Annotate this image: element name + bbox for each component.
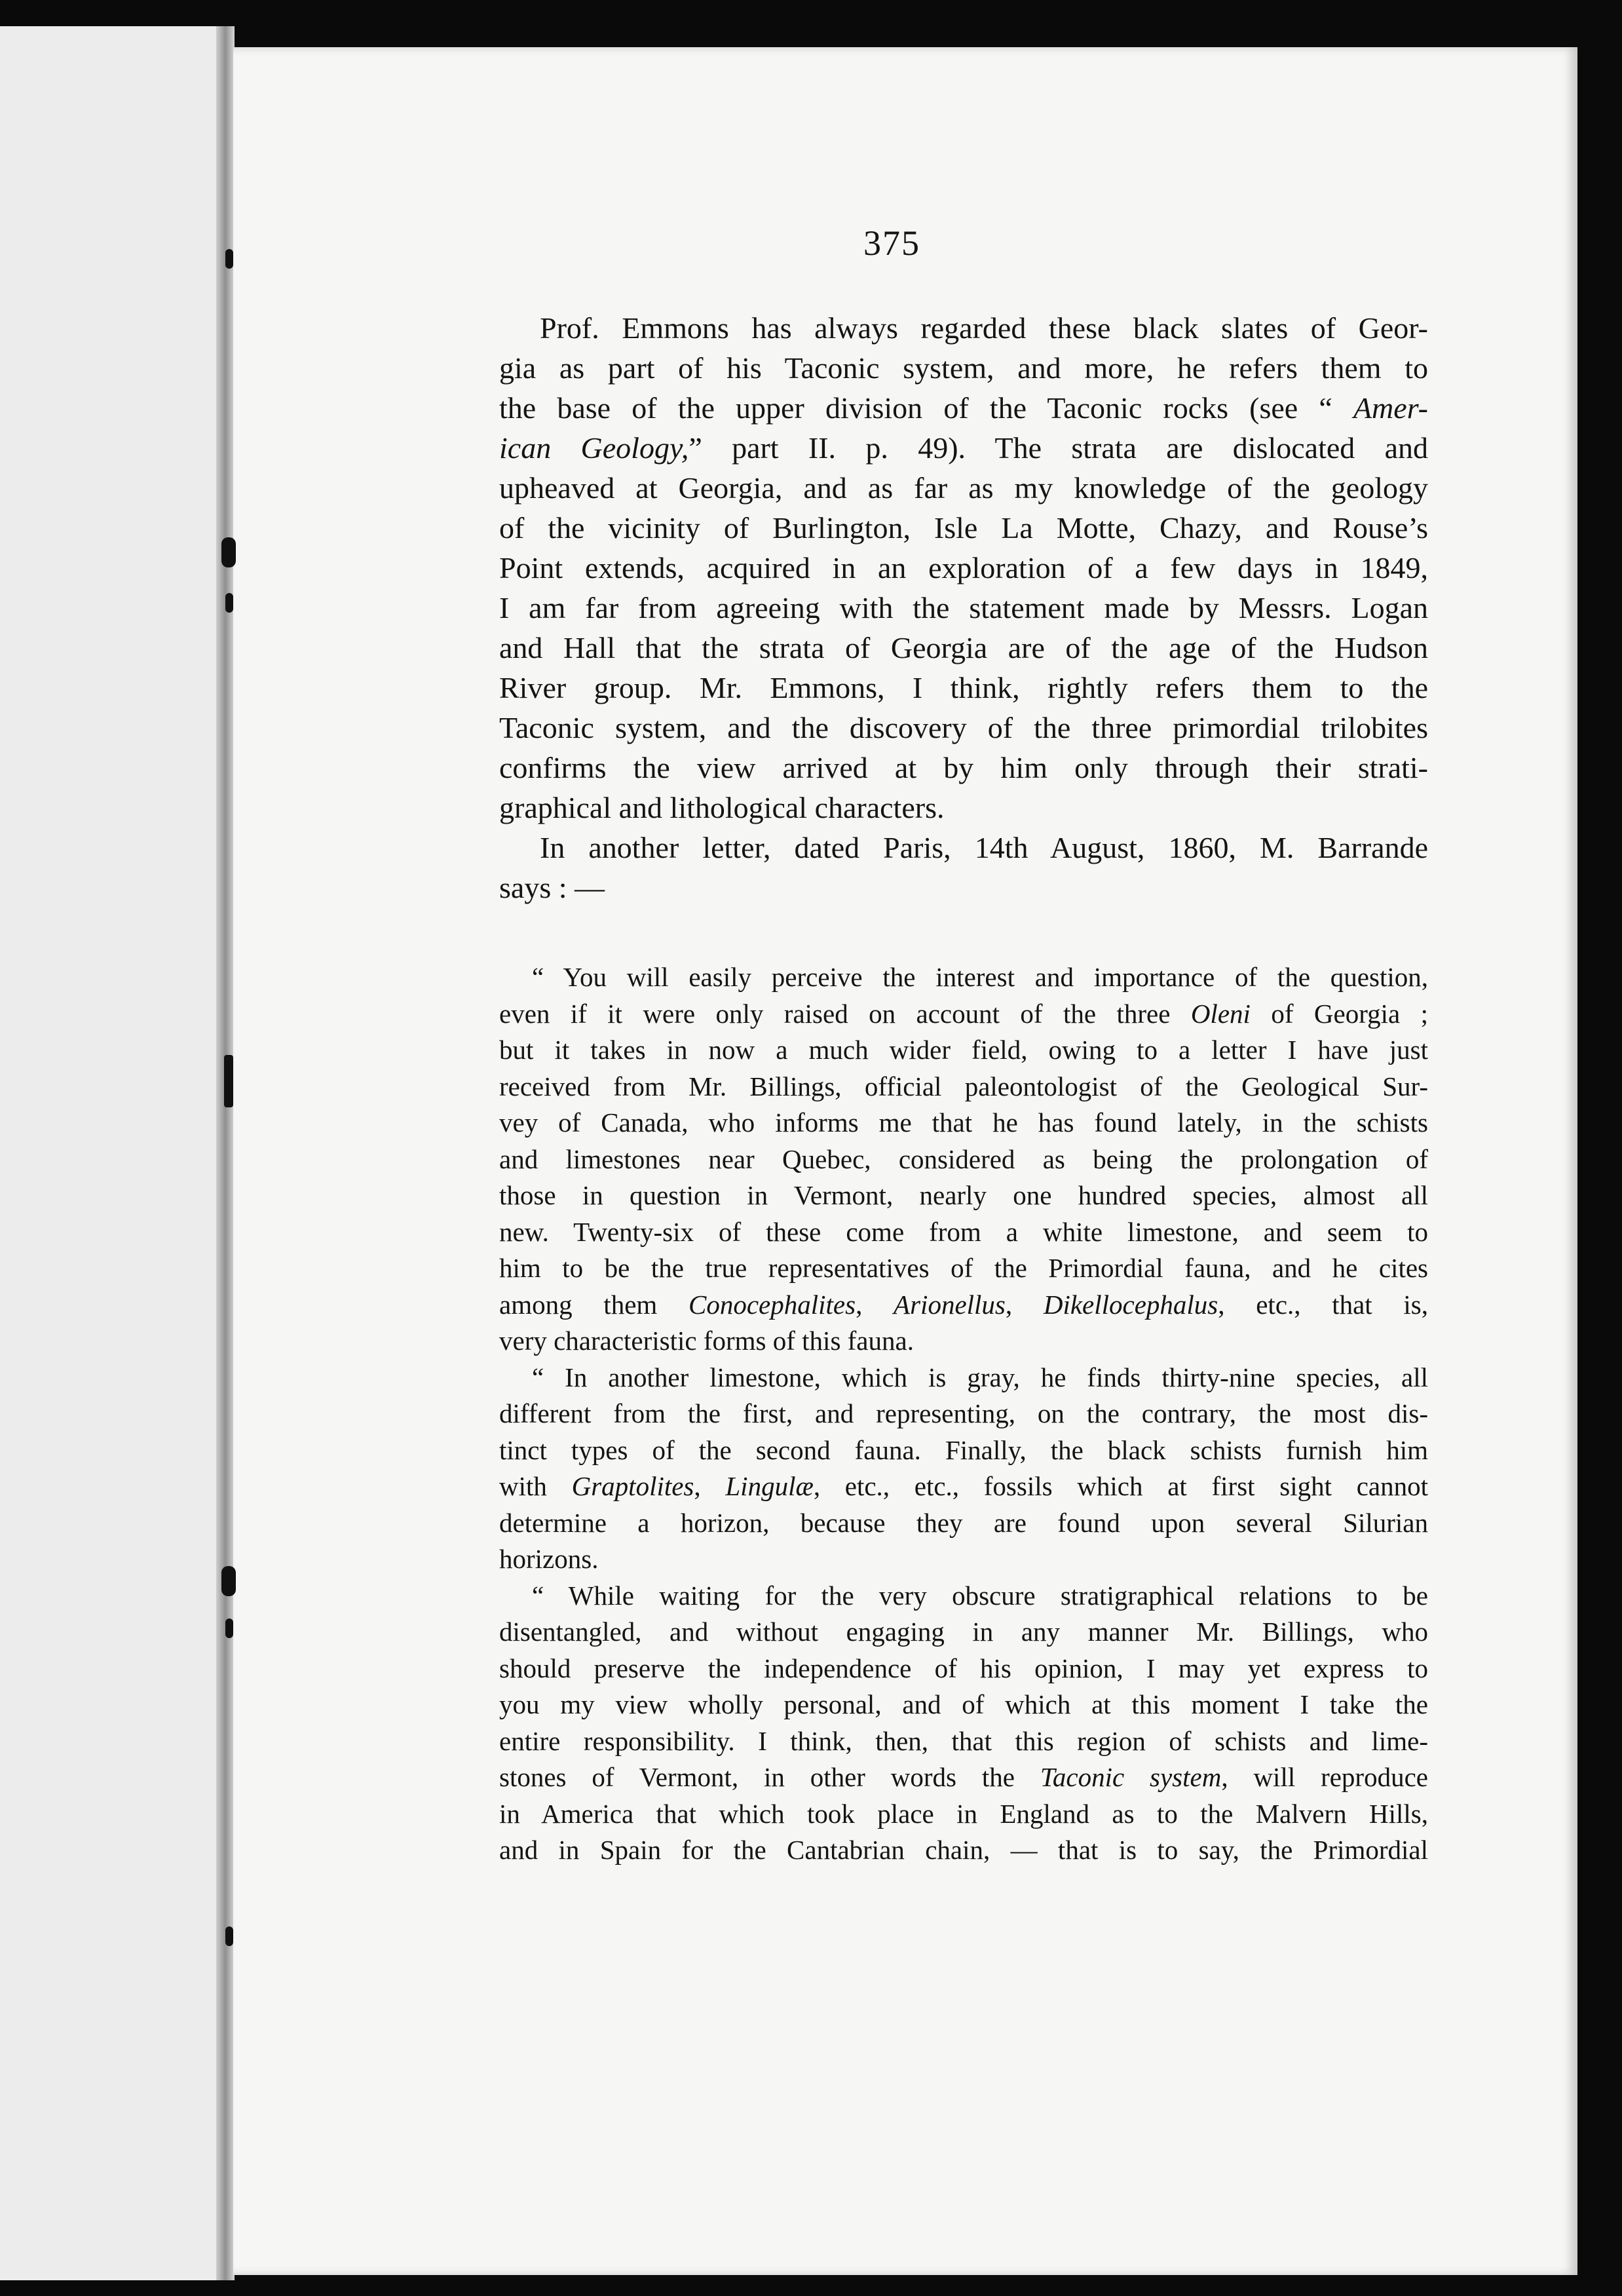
text-line: very characteristic forms of this fauna. bbox=[499, 1326, 914, 1356]
text-line: the base of the upper division of the Taconic rocks (see “ Amer- bbox=[499, 391, 1428, 425]
text-line: even if it were only raised on account of the three Oleni of Georgia ; bbox=[499, 998, 1428, 1029]
text-line: In another letter, dated Paris, 14th August, 1860, M. Barrande bbox=[540, 831, 1428, 864]
binding-stitch bbox=[225, 249, 233, 269]
text-line: entire responsibility. I think, then, that this region of schists and lime- bbox=[499, 1725, 1428, 1756]
binding-stitch bbox=[221, 537, 236, 567]
text-line: stones of Vermont, in other words the Taconic system, will reproduce bbox=[499, 1762, 1428, 1792]
binding-stitch bbox=[221, 1566, 236, 1596]
text-line: tinct types of the second fauna. Finally, the black schists furnish him bbox=[499, 1434, 1428, 1465]
text-line: gia as part of his Taconic system, and more, he refers them to bbox=[499, 351, 1428, 385]
text-line: of the vicinity of Burlington, Isle La Motte, Chazy, and Rouse’s bbox=[499, 511, 1428, 545]
text-line: among them Conocephalites, Arionellus, Dikellocephalus, etc., that is, bbox=[499, 1289, 1429, 1320]
text-line: and Hall that the strata of Georgia are of the age of the Hudson bbox=[499, 631, 1428, 664]
paragraph-letter-intro bbox=[499, 828, 1428, 908]
binding-stitch bbox=[225, 1618, 233, 1638]
text-line: says : — bbox=[499, 871, 605, 904]
text-line: and in Spain for the Cantabrian chain, — that is to say, the Primordial bbox=[499, 1835, 1428, 1865]
quote-paragraph-2 bbox=[499, 1360, 1428, 1578]
text-line: “ You will easily perceive the interest and importance of the question, bbox=[532, 962, 1428, 992]
text-line: Point extends, acquired in an exploration of a few days in 1849, bbox=[499, 551, 1428, 584]
text-line: vey of Canada, who informs me that he has found lately, in the schists bbox=[499, 1107, 1428, 1138]
text-line: upheaved at Georgia, and as far as my knowledge of the geology bbox=[499, 471, 1428, 505]
text-line: Prof. Emmons has always regarded these black slates of Geor- bbox=[540, 311, 1428, 345]
text-line: you my view wholly personal, and of which at this moment I take the bbox=[499, 1689, 1428, 1719]
text-line: confirms the view arrived at by him only through their strati- bbox=[499, 751, 1428, 784]
text-line: graphical and lithological characters. bbox=[499, 791, 945, 824]
text-line: and limestones near Quebec, considered as being the prolongation of bbox=[499, 1143, 1428, 1174]
text-line: but it takes in now a much wider field, owing to a letter I have just bbox=[499, 1035, 1428, 1065]
text-line: him to be the true representatives of the Primordial fauna, and he cites bbox=[499, 1253, 1428, 1283]
facing-page-edge bbox=[0, 26, 233, 2280]
text-line: received from Mr. Billings, official paleontologist of the Geological Sur- bbox=[499, 1071, 1428, 1101]
text-line: new. Twenty-six of these come from a white limestone, and seem to bbox=[499, 1216, 1428, 1247]
text-line: determine a horizon, because they are found upon several Silurian bbox=[499, 1507, 1428, 1538]
binding-stitch bbox=[225, 593, 233, 613]
text-line: ican Geology,” part II. p. 49). The strata are dislocated and bbox=[499, 431, 1429, 465]
binding-stitch bbox=[224, 1055, 233, 1107]
quote-paragraph-3 bbox=[499, 1578, 1428, 1869]
text-line: I am far from agreeing with the statement made by Messrs. Logan bbox=[499, 591, 1428, 624]
text-line: “ In another limestone, which is gray, he finds thirty-nine species, all bbox=[532, 1362, 1428, 1392]
text-line: Taconic system, and the discovery of the three primordial trilobites bbox=[499, 711, 1428, 744]
quotation-block bbox=[499, 959, 1428, 1869]
paragraph-emmons bbox=[499, 308, 1428, 828]
text-block bbox=[499, 308, 1428, 908]
text-line: those in question in Vermont, nearly one hundred species, almost all bbox=[499, 1180, 1428, 1210]
binding-stitch bbox=[225, 1926, 233, 1946]
quote-paragraph-1 bbox=[499, 959, 1428, 1360]
text-line: River group. Mr. Emmons, I think, rightly refers them to the bbox=[499, 671, 1428, 704]
text-line: horizons. bbox=[499, 1544, 599, 1574]
text-line: should preserve the independence of his opinion, I may yet express to bbox=[499, 1653, 1428, 1683]
text-line: with Graptolites, Lingulæ, etc., etc., fossils which at first sight cannot bbox=[499, 1471, 1428, 1501]
text-line: disentangled, and without engaging in any manner Mr. Billings, who bbox=[499, 1617, 1428, 1647]
text-line: “ While waiting for the very obscure stratigraphical relations to be bbox=[532, 1580, 1428, 1611]
text-line: in America that which took place in England as to the Malvern Hills, bbox=[499, 1798, 1428, 1829]
page-number: 375 bbox=[863, 223, 920, 263]
text-line: different from the first, and representing, on the contrary, the most dis- bbox=[499, 1398, 1428, 1428]
